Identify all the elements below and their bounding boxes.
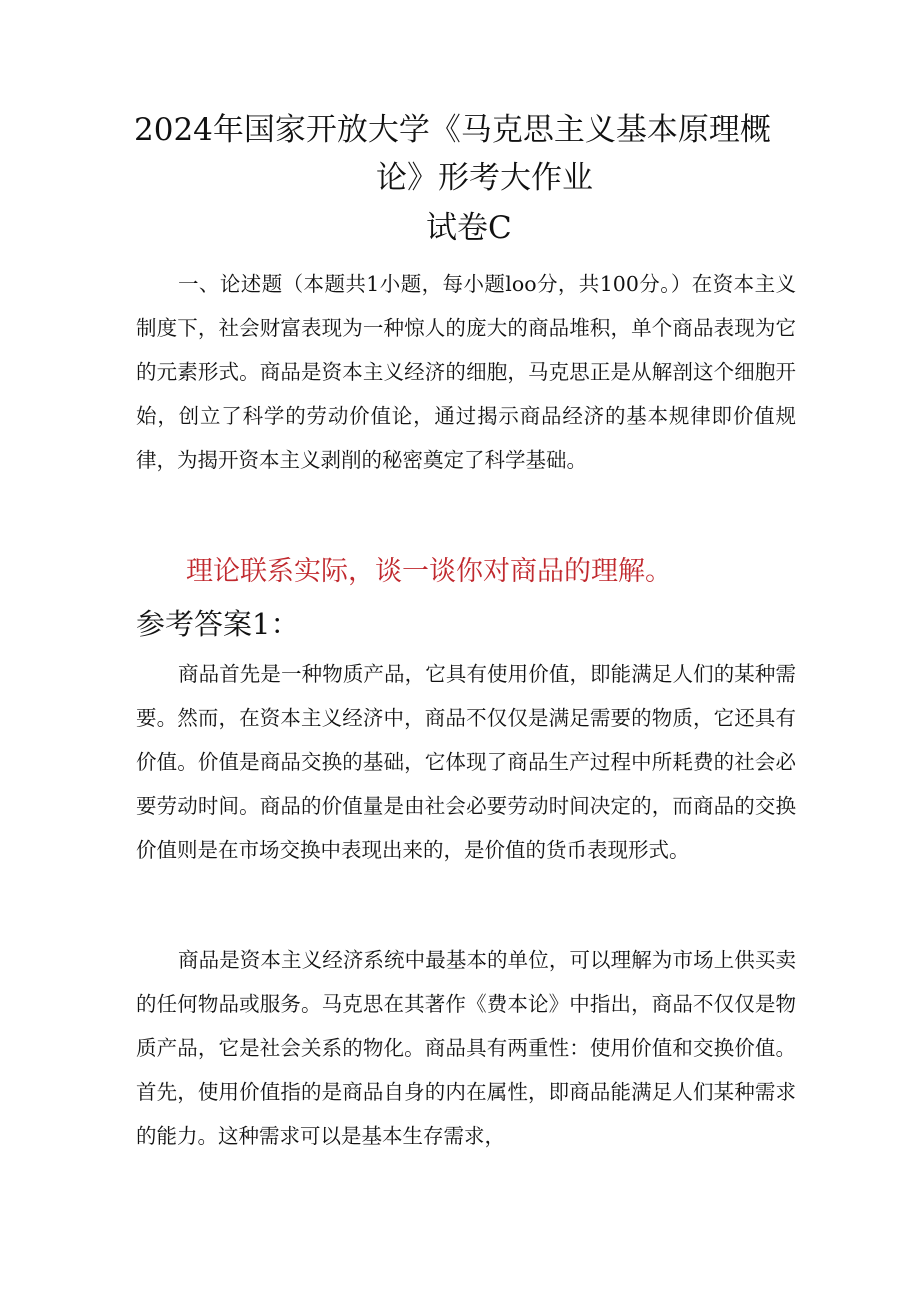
document-title-line-1: 2024年国家开放大学《马克思主义基本原理概 (134, 112, 771, 148)
document-title-line-2: 论》形考大作业 (376, 160, 593, 196)
answer-paragraph-1: 商品首先是一种物质产品，它具有使用价值，即能满足人们的某种需要。然而，在资本主义经济中，商品不仅仅是满足需要的物质，它还具有价值。价值是商品交换的基础，它体现了商品生产过程中所耗费的社会必要劳动时间。商品的价值量是由社会必要劳动时间决定的，而商品的交换价值则是在市场交换中表现出来的，是价值的货币表现形式。 (136, 662, 796, 862)
question-prompt: 理论联系实际，谈一谈你对商品的理解。 (186, 556, 672, 587)
answer-heading: 参考答案1： (136, 607, 300, 641)
exam-paper-label: 试卷C (426, 210, 512, 246)
question-paragraph: 一、论述题（本题共1小题，每小题loo分，共100分。）在资本主义制度下，社会财富表现为一种惊人的庞大的商品堆积，单个商品表现为它的元素形式。商品是资本主义经济的细胞，马克思正是从解剖这个细胞开始，创立了科学的劳动价值论，通过揭示商品经济的基本规律即价值规律，为揭开资本主义剥削的秘密奠定了科学基础。 (136, 272, 796, 472)
answer-paragraph-2: 商品是资本主义经济系统中最基本的单位，可以理解为市场上供买卖的任何物品或服务。马克思在其著作《费本论》中指出，商品不仅仅是物质产品，它是社会关系的物化。商品具有两重性：使用价值和交换价值。首先，使用价值指的是商品自身的内在属性，即商品能满足人们某种需求的能力。这种需求可以是基本生存需求， (136, 948, 796, 1148)
